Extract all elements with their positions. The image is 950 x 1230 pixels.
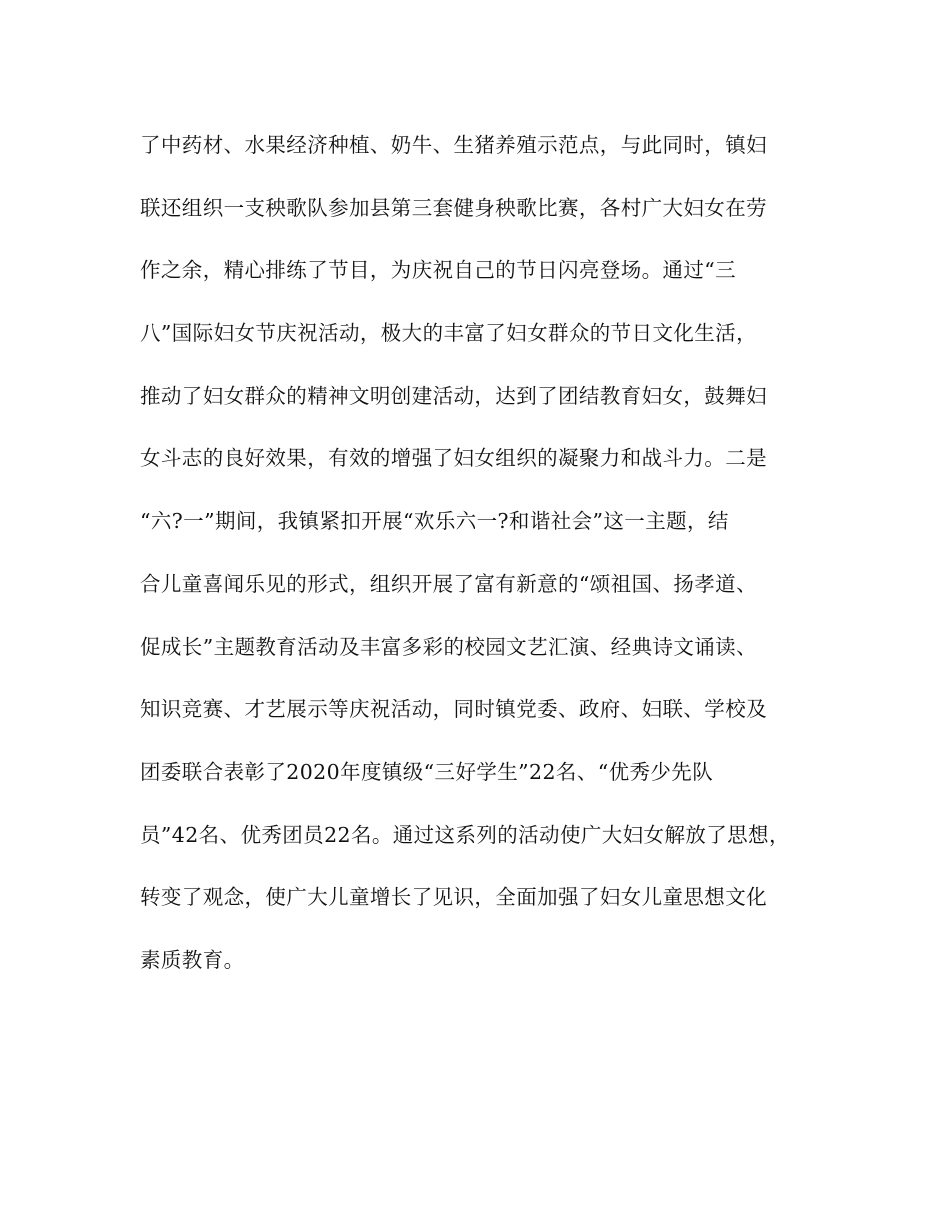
text-line: 转变了观念，使广大儿童增长了见识，全面加强了妇女儿童思想文化 [140,885,767,910]
body-text [140,127,840,1005]
text-line: 女斗志的良好效果，有效的增强了妇女组织的凝聚力和战斗力。二是 [140,446,767,471]
text-line: 推动了妇女群众的精神文明创建活动，达到了团结教育妇女，鼓舞妇 [140,383,767,408]
text-line: 团委联合表彰了2020年度镇级“三好学生”22名、“优秀少先队 [140,759,714,784]
text-line: “六?一”期间，我镇紧扣开展“欢乐六一?和谐社会”这一主题，结 [140,509,729,534]
text-line: 联还组织一支秧歌队参加县第三套健身秧歌比赛，各村广大妇女在劳 [140,195,767,220]
text-line: 知识竞赛、才艺展示等庆祝活动，同时镇党委、政府、妇联、学校及 [140,697,767,722]
text-line: 作之余，精心排练了节目，为庆祝自己的节日闪亮登场。通过“三 [140,258,737,283]
text-line: 促成长”主题教育活动及丰富多彩的校园文艺汇演、经典诗文诵读、 [140,634,757,659]
text-line: 八”国际妇女节庆祝活动，极大的丰富了妇女群众的节日文化生活， [140,321,757,346]
text-line: 了中药材、水果经济种植、奶牛、生猪养殖示范点，与此同时，镇妇 [140,133,767,157]
text-line: 合儿童喜闻乐见的形式，组织开展了富有新意的“颂祖国、扬孝道、 [140,571,757,596]
text-line: 素质教育。 [140,947,245,972]
text-line: 员”42名、优秀团员22名。通过这系列的活动使广大妇女解放了思想， [140,822,790,847]
